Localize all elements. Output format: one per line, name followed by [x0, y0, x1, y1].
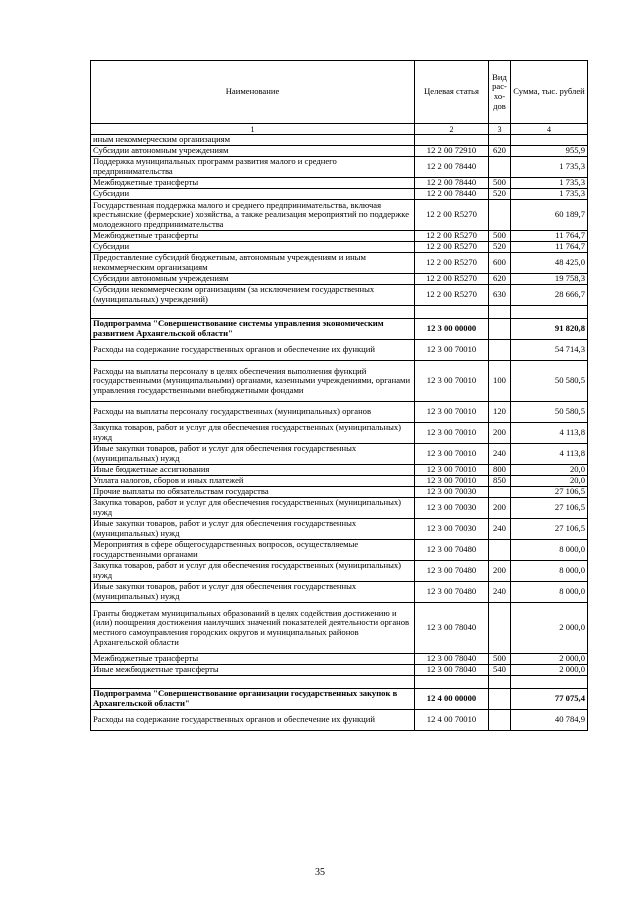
table-row: [91, 540, 588, 561]
table-row: [91, 146, 588, 157]
cell-target-article: 12 2 00 R5270: [415, 200, 489, 231]
cell-sum: 8 000,0: [511, 561, 588, 582]
cell-expense-type: [489, 319, 511, 340]
table-row: [91, 361, 588, 402]
cell-sum: 20,0: [511, 476, 588, 487]
cell-sum: 11 764,7: [511, 242, 588, 253]
empty-cell: [489, 676, 511, 689]
cell-expense-type: [489, 135, 511, 146]
document-page: [90, 60, 587, 731]
cell-expense-type: 600: [489, 253, 511, 274]
cell-sum: 2 000,0: [511, 654, 588, 665]
cell-target-article: 12 3 00 70030: [415, 487, 489, 498]
table-row: [91, 444, 588, 465]
cell-expense-type: 520: [489, 242, 511, 253]
cell-target-article: 12 3 00 70010: [415, 423, 489, 444]
cell-expense-type: 200: [489, 423, 511, 444]
cell-name: Расходы на содержание государственных органов и обеспечение их функций: [91, 340, 415, 361]
empty-cell: [511, 676, 588, 689]
cell-name: Иные закупки товаров, работ и услуг для обеспечения государственных (муниципальных) нужд: [91, 519, 415, 540]
cell-name: Межбюджетные трансферты: [91, 231, 415, 242]
table-header-row: [91, 61, 588, 124]
cell-target-article: 12 3 00 00000: [415, 319, 489, 340]
cell-name: иным некоммерческим организациям: [91, 135, 415, 146]
table-row: [91, 274, 588, 285]
cell-target-article: 12 3 00 70010: [415, 340, 489, 361]
empty-cell: [489, 306, 511, 319]
cell-name: Межбюджетные трансферты: [91, 178, 415, 189]
table-row: [91, 476, 588, 487]
cell-name: Субсидии автономным учреждениям: [91, 146, 415, 157]
cell-target-article: 12 2 00 78440: [415, 157, 489, 178]
cell-sum: 50 580,5: [511, 361, 588, 402]
cell-sum: 27 106,5: [511, 498, 588, 519]
cell-expense-type: [489, 603, 511, 654]
table-body: [91, 135, 588, 731]
column-index: 2: [415, 124, 489, 135]
cell-expense-type: [489, 200, 511, 231]
cell-name: Подпрограмма "Совершенствование системы управления экономическим развитием Архангельской области": [91, 319, 415, 340]
cell-name: Иные межбюджетные трансферты: [91, 665, 415, 676]
cell-name: Поддержка муниципальных программ развития малого и среднего предпринимательства: [91, 157, 415, 178]
cell-expense-type: 520: [489, 189, 511, 200]
cell-sum: 40 784,9: [511, 710, 588, 731]
cell-expense-type: 620: [489, 274, 511, 285]
table-row: [91, 178, 588, 189]
cell-sum: 4 113,8: [511, 444, 588, 465]
table-row: [91, 157, 588, 178]
table-row: [91, 487, 588, 498]
cell-name: Субсидии: [91, 189, 415, 200]
cell-target-article: 12 2 00 78440: [415, 189, 489, 200]
cell-expense-type: 620: [489, 146, 511, 157]
cell-sum: 1 735,3: [511, 157, 588, 178]
cell-sum: 91 820,8: [511, 319, 588, 340]
table-row: [91, 189, 588, 200]
table-row: [91, 253, 588, 274]
page-number: 35: [315, 867, 325, 878]
cell-sum: 11 764,7: [511, 231, 588, 242]
spacer-row: [91, 306, 588, 319]
cell-expense-type: [489, 340, 511, 361]
cell-name: Субсидии некоммерческим организациям (за исключением государственных (муниципальных) учреждений): [91, 285, 415, 306]
empty-cell: [415, 676, 489, 689]
cell-name: Иные закупки товаров, работ и услуг для обеспечения государственных (муниципальных) нужд: [91, 444, 415, 465]
cell-expense-type: 540: [489, 665, 511, 676]
table-row: [91, 665, 588, 676]
cell-target-article: 12 3 00 78040: [415, 654, 489, 665]
cell-target-article: 12 3 00 70010: [415, 361, 489, 402]
budget-table: [90, 60, 588, 731]
cell-name: Расходы на выплаты персоналу в целях обеспечения выполнения функций государственными (муниципальными) органами, казенными учреждениями, органами управления государственными внебюджетными фондами: [91, 361, 415, 402]
cell-sum: 8 000,0: [511, 540, 588, 561]
cell-expense-type: 630: [489, 285, 511, 306]
cell-name: Закупка товаров, работ и услуг для обеспечения государственных (муниципальных) нужд: [91, 498, 415, 519]
table-row: [91, 498, 588, 519]
cell-sum: 28 666,7: [511, 285, 588, 306]
cell-target-article: 12 3 00 70480: [415, 540, 489, 561]
column-index: 1: [91, 124, 415, 135]
cell-expense-type: [489, 689, 511, 710]
cell-name: Предоставление субсидий бюджетным, автономным учреждениям и иным некоммерческим организациям: [91, 253, 415, 274]
cell-target-article: 12 3 00 70010: [415, 444, 489, 465]
table-row: [91, 135, 588, 146]
cell-target-article: 12 2 00 78440: [415, 178, 489, 189]
cell-sum: 2 000,0: [511, 603, 588, 654]
table-row: [91, 231, 588, 242]
cell-expense-type: 500: [489, 178, 511, 189]
table-row: [91, 710, 588, 731]
cell-target-article: 12 2 00 R5270: [415, 274, 489, 285]
column-index: 4: [511, 124, 588, 135]
cell-sum: 54 714,3: [511, 340, 588, 361]
cell-target-article: 12 3 00 70480: [415, 582, 489, 603]
column-index-row: [91, 124, 588, 135]
cell-sum: 4 113,8: [511, 423, 588, 444]
cell-sum: [511, 135, 588, 146]
cell-sum: 50 580,5: [511, 402, 588, 423]
cell-name: Расходы на выплаты персоналу государственных (муниципальных) органов: [91, 402, 415, 423]
cell-sum: 48 425,0: [511, 253, 588, 274]
cell-target-article: 12 2 00 R5270: [415, 253, 489, 274]
cell-sum: 77 075,4: [511, 689, 588, 710]
empty-cell: [91, 306, 415, 319]
cell-name: Иные закупки товаров, работ и услуг для обеспечения государственных (муниципальных) нужд: [91, 582, 415, 603]
table-row: [91, 561, 588, 582]
cell-expense-type: 100: [489, 361, 511, 402]
cell-target-article: 12 3 00 70010: [415, 465, 489, 476]
cell-target-article: 12 3 00 70030: [415, 498, 489, 519]
cell-expense-type: 500: [489, 654, 511, 665]
table-row: [91, 242, 588, 253]
cell-expense-type: 240: [489, 582, 511, 603]
cell-expense-type: 240: [489, 519, 511, 540]
cell-expense-type: 500: [489, 231, 511, 242]
cell-sum: 60 189,7: [511, 200, 588, 231]
cell-target-article: 12 2 00 R5270: [415, 242, 489, 253]
empty-cell: [91, 676, 415, 689]
empty-cell: [511, 306, 588, 319]
cell-name: Закупка товаров, работ и услуг для обеспечения государственных (муниципальных) нужд: [91, 423, 415, 444]
table-row: [91, 423, 588, 444]
cell-target-article: 12 3 00 70480: [415, 561, 489, 582]
cell-target-article: 12 3 00 78040: [415, 665, 489, 676]
cell-target-article: 12 2 00 R5270: [415, 231, 489, 242]
cell-name: Субсидии автономным учреждениям: [91, 274, 415, 285]
header-name: Наименование: [91, 61, 415, 124]
cell-name: Мероприятия в сфере общегосударственных вопросов, осуществляемые государственными органами: [91, 540, 415, 561]
cell-expense-type: [489, 157, 511, 178]
cell-target-article: 12 4 00 70010: [415, 710, 489, 731]
cell-expense-type: [489, 710, 511, 731]
table-row: [91, 465, 588, 476]
cell-target-article: 12 2 00 72910: [415, 146, 489, 157]
table-row: [91, 285, 588, 306]
cell-name: Прочие выплаты по обязательствам государства: [91, 487, 415, 498]
cell-expense-type: 200: [489, 561, 511, 582]
cell-sum: 1 735,3: [511, 189, 588, 200]
cell-sum: 8 000,0: [511, 582, 588, 603]
cell-expense-type: 240: [489, 444, 511, 465]
header-target-article: Целевая статья: [415, 61, 489, 124]
subprogram-row: [91, 319, 588, 340]
cell-sum: 27 106,5: [511, 519, 588, 540]
cell-target-article: 12 3 00 78040: [415, 603, 489, 654]
cell-sum: 2 000,0: [511, 665, 588, 676]
cell-target-article: 12 3 00 70010: [415, 402, 489, 423]
table-row: [91, 603, 588, 654]
cell-target-article: 12 3 00 70010: [415, 476, 489, 487]
cell-name: Субсидии: [91, 242, 415, 253]
cell-expense-type: 120: [489, 402, 511, 423]
cell-target-article: 12 2 00 R5270: [415, 285, 489, 306]
cell-name: Подпрограмма "Совершенствование организации государственных закупок в Архангельской области": [91, 689, 415, 710]
header-expense-type: Вид рас-хо-дов: [489, 61, 511, 124]
cell-name: Иные бюджетные ассигнования: [91, 465, 415, 476]
empty-cell: [415, 306, 489, 319]
header-sum: Сумма, тыс. рублей: [511, 61, 588, 124]
subprogram-row: [91, 689, 588, 710]
table-row: [91, 582, 588, 603]
table-row: [91, 340, 588, 361]
cell-expense-type: 200: [489, 498, 511, 519]
cell-expense-type: 850: [489, 476, 511, 487]
cell-expense-type: [489, 487, 511, 498]
spacer-row: [91, 676, 588, 689]
cell-target-article: [415, 135, 489, 146]
cell-name: Расходы на содержание государственных органов и обеспечение их функций: [91, 710, 415, 731]
cell-name: Межбюджетные трансферты: [91, 654, 415, 665]
cell-name: Уплата налогов, сборов и иных платежей: [91, 476, 415, 487]
table-row: [91, 402, 588, 423]
table-row: [91, 654, 588, 665]
cell-target-article: 12 3 00 70030: [415, 519, 489, 540]
cell-name: Закупка товаров, работ и услуг для обеспечения государственных (муниципальных) нужд: [91, 561, 415, 582]
cell-sum: 1 735,3: [511, 178, 588, 189]
column-index: 3: [489, 124, 511, 135]
cell-sum: 20,0: [511, 465, 588, 476]
cell-target-article: 12 4 00 00000: [415, 689, 489, 710]
cell-name: Гранты бюджетам муниципальных образований в целях содействия достижению и (или) поощрения достижения наилучших значений показателей деятельности органов местного самоуправления городских округов и муниципальных районов Архангельской области: [91, 603, 415, 654]
cell-sum: 955,9: [511, 146, 588, 157]
cell-name: Государственная поддержка малого и среднего предпринимательства, включая крестьянские (фермерские) хозяйства, а также реализация мероприятий по поддержке молодежного предпринимательства: [91, 200, 415, 231]
table-row: [91, 519, 588, 540]
table-row: [91, 200, 588, 231]
cell-sum: 27 106,5: [511, 487, 588, 498]
cell-expense-type: [489, 540, 511, 561]
cell-expense-type: 800: [489, 465, 511, 476]
cell-sum: 19 758,3: [511, 274, 588, 285]
